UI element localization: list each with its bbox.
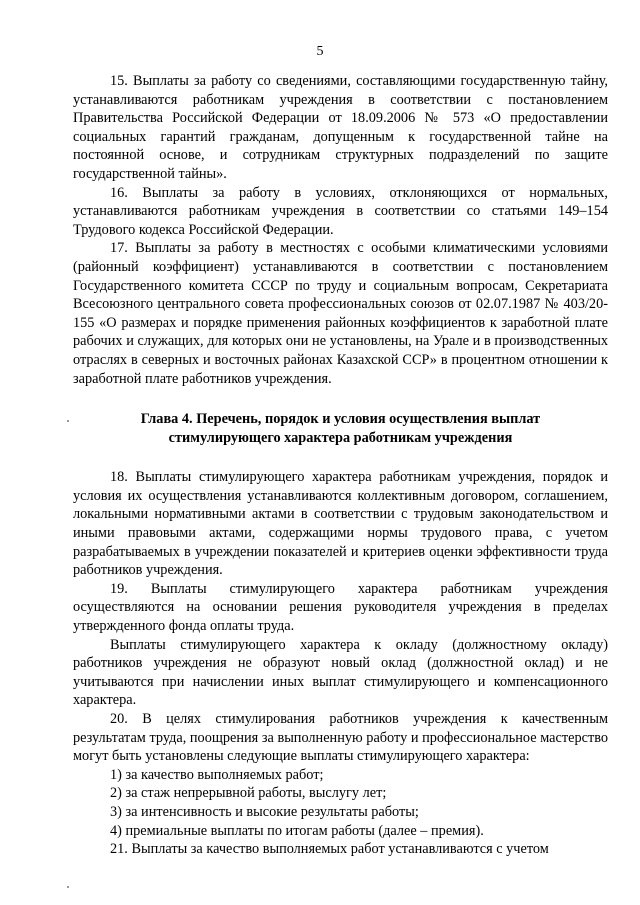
paragraph-20: 20. В целях стимулирования работников учреждения к качественным результатам труда, поощрения за выполненную работу и профессиональное мастерство могут быть установлены следующие выплаты стимулирующего характера: bbox=[73, 711, 608, 765]
paragraph-15: 15. Выплаты за работу со сведениями, составляющими государственную тайну, устанавливаются работникам учреждения в соответствии с постановлением Правительства Российской Федерации от 18.09.2006 № 573 «О предоставлении социальных гарантий гражданам, допущенным к государственной тайне на постоянной основе, и сотрудникам структурных подразделений по защите государственной тайны». bbox=[73, 73, 608, 182]
list-item-3: 3) за интенсивность и высокие результаты работы; bbox=[110, 803, 419, 820]
list-item-2: 2) за стаж непрерывной работы, выслугу лет; bbox=[110, 785, 387, 802]
paragraph-17: 17. Выплаты за работу в местностях с особыми климатическими условиями (районный коэффициент) устанавливаются в соответствии с постановлением Государственного комитета СССР по труду и социальным вопросам, Секретариата Всесоюзного центрального совета профессиональных союзов от 02.07.1987 № 403/20-155 «О размерах и порядке применения районных коэффициентов к заработной плате рабочих и служащих, для которых они не установлены, на Урале и в производственных отраслях в северных и восточных районах Казахской ССР» в процентном отношении к заработной плате работников учреждения. bbox=[73, 240, 608, 387]
document-body bbox=[73, 72, 608, 859]
paragraph-16: 16. Выплаты за работу в условиях, отклоняющихся от нормальных, устанавливаются работникам учреждения в соответствии со статьями 149–154 Трудового кодекса Российской Федерации. bbox=[73, 184, 608, 238]
chapter-4-heading: Глава 4. Перечень, порядок и условия осуществления выплат стимулирующего характера работникам учреждения bbox=[140, 411, 541, 446]
paragraph-21: 21. Выплаты за качество выполняемых работ устанавливаются с учетом bbox=[110, 841, 549, 858]
scan-speck bbox=[67, 420, 69, 422]
paragraph-19: 19. Выплаты стимулирующего характера работникам учреждения осуществляются на основании решения руководителя учреждения в пределах утвержденного фонда оплаты труда. bbox=[73, 580, 608, 635]
scan-speck bbox=[67, 886, 69, 888]
list-item-4: 4) премиальные выплаты по итогам работы (далее – премия). bbox=[110, 822, 484, 839]
page-number: 5 bbox=[316, 44, 324, 59]
paragraph-18: 18. Выплаты стимулирующего характера работникам учреждения, порядок и условия их осуществления устанавливаются коллективным договором, соглашением, локальными нормативными актами в соответствии с трудовым законодательством и иными правовыми актами, содержащими нормы трудового права, с учетом разрабатываемых в учреждении показателей и критериев оценки эффективности труда работников учреждения. bbox=[73, 469, 608, 579]
paragraph-19-continued: Выплаты стимулирующего характера к окладу (должностному окладу) работников учреждения не образуют новый оклад (должностной оклад) и не учитываются при начислении иных выплат стимулирующего и компенсационного характера. bbox=[73, 636, 608, 709]
list-item-1: 1) за качество выполняемых работ; bbox=[110, 766, 324, 783]
